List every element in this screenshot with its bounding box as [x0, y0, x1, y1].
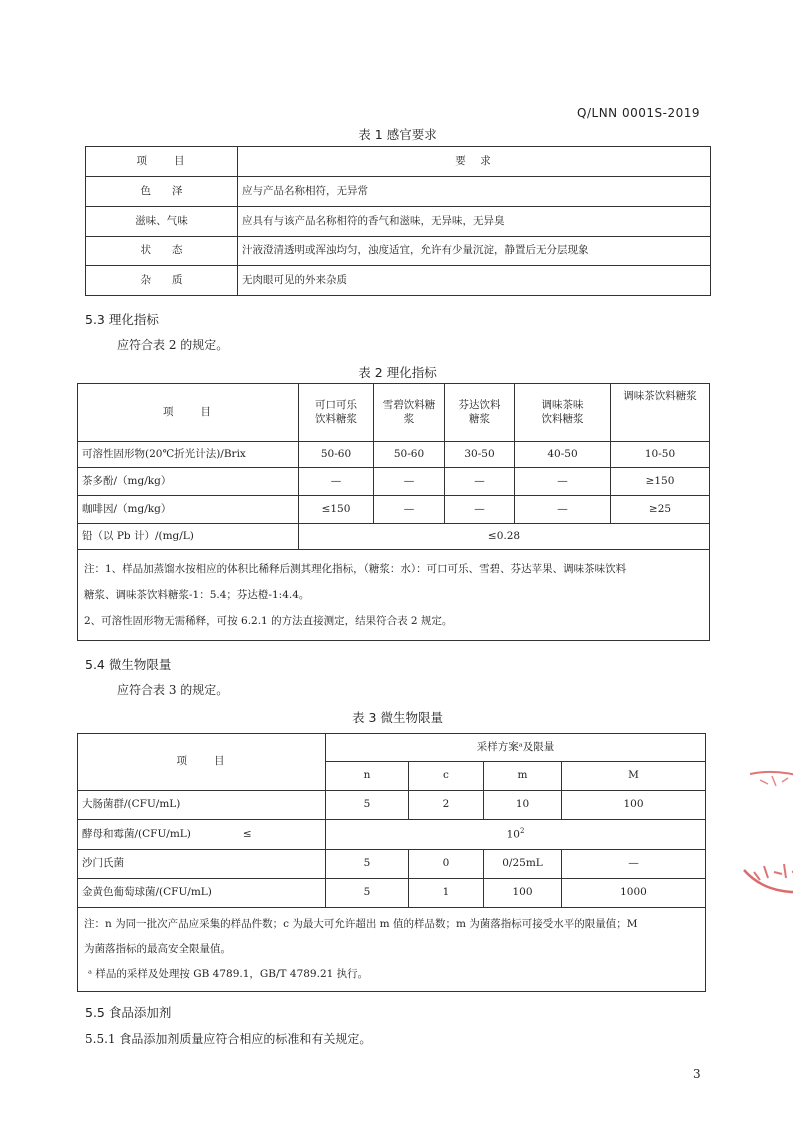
table3-yeast-value: $10^2$ [326, 820, 706, 850]
table1 [85, 146, 711, 296]
table2-cell: ≥25 [611, 496, 710, 524]
table3-header-M: M [562, 762, 706, 791]
table3-cell: 2 [409, 791, 484, 820]
section-5-5-text: 5.5.1 食品添加剂质量应符合相应的标准和有关规定。 [85, 1032, 372, 1046]
table2-header-fanta: 芬达饮料 糖浆 [445, 384, 515, 442]
table2-note: 注：1、样品加蒸馏水按相应的体积比稀释后测其理化指标，（糖浆：水）：可口可乐、雪碧、芬达苹果、调味茶味饮料 糖浆、调味茶饮料糖浆-1：5.4；芬达橙-1:4.4。 2、可溶性固形物无需稀释，可按 6.2.1 的方法直接测定，结果符合表 2 规定。 [78, 550, 710, 641]
table3-cell: 1 [409, 879, 484, 908]
table1-row-item: 杂 质 [86, 266, 238, 296]
table3-caption: 表 3 微生物限量 [352, 710, 443, 725]
table2-cell: 40-50 [515, 442, 611, 468]
table3-cell: 5 [326, 791, 409, 820]
table1-row-item: 滋味、气味 [86, 207, 238, 237]
table1-row-req: 应具有与该产品名称相符的香气和滋味，无异味，无异臭 [238, 207, 711, 237]
table3-row-item: 沙门氏菌 [78, 850, 326, 879]
section-5-4-text: 应符合表 3 的规定。 [117, 683, 229, 697]
table2-cell: — [374, 468, 445, 496]
table1-header-req: 要 求 [238, 147, 711, 177]
table2-cell: 50-60 [299, 442, 374, 468]
table2-cell: — [374, 496, 445, 524]
table3-row-item: 大肠菌群/(CFU/mL) [78, 791, 326, 820]
table3-header-m: m [484, 762, 562, 791]
table3-cell: — [562, 850, 706, 879]
table2-cell: — [445, 468, 515, 496]
table3-header-plan: 采样方案ᵃ及限量 [326, 734, 706, 762]
table1-caption: 表 1 感官要求 [358, 127, 437, 142]
table2-cell: — [515, 496, 611, 524]
table2-header-coke: 可口可乐 饮料糖浆 [299, 384, 374, 442]
table2-cell: — [299, 468, 374, 496]
table2-cell: 10-50 [611, 442, 710, 468]
table2-header-tea-flavor: 调味茶味 饮料糖浆 [515, 384, 611, 442]
table2-caption: 表 2 理化指标 [358, 365, 437, 380]
table3-header-item: 项 目 [78, 734, 326, 791]
section-5-3-text: 应符合表 2 的规定。 [117, 338, 229, 352]
table2-cell: 30-50 [445, 442, 515, 468]
table2-header-sprite: 雪碧饮料糖 浆 [374, 384, 445, 442]
table2-row-item: 茶多酚/（mg/kg） [78, 468, 299, 496]
table3-cell: 5 [326, 879, 409, 908]
section-5-3-title: 5.3 理化指标 [85, 312, 159, 327]
table3-header-n: n [326, 762, 409, 791]
table2-cell: ≥150 [611, 468, 710, 496]
table2-header-item: 项 目 [78, 384, 299, 442]
table2-header-tea: 调味茶饮料糖浆 [611, 384, 710, 442]
table1-row-req: 无肉眼可见的外来杂质 [238, 266, 711, 296]
table1-row-item: 状 态 [86, 237, 238, 266]
table3-row-yeast: 酵母和霉菌/(CFU/mL) ≤ [78, 820, 326, 850]
table3-cell: 0/25mL [484, 850, 562, 879]
table2-cell: 50-60 [374, 442, 445, 468]
section-5-4-title: 5.4 微生物限量 [85, 657, 172, 672]
table3-cell: 10 [484, 791, 562, 820]
table3-cell: 0 [409, 850, 484, 879]
stamp-mark [738, 768, 793, 908]
table3-header-c: c [409, 762, 484, 791]
table1-row-req: 汁液澄清透明或浑浊均匀，浊度适宜，允许有少量沉淀，静置后无分层现象 [238, 237, 711, 266]
page-number: 3 [693, 1067, 701, 1081]
section-5-5-title: 5.5 食品添加剂 [85, 1005, 172, 1020]
table1-row-req: 应与产品名称相符，无异常 [238, 177, 711, 207]
table2-lead-value: ≤0.28 [299, 524, 710, 550]
table2-cell: — [445, 496, 515, 524]
table2-row-item: 咖啡因/（mg/kg） [78, 496, 299, 524]
table3-cell: 1000 [562, 879, 706, 908]
table3-row-item: 金黄色葡萄球菌/(CFU/mL) [78, 879, 326, 908]
table3-cell: 100 [562, 791, 706, 820]
table2-cell: — [515, 468, 611, 496]
table2-cell: ≤150 [299, 496, 374, 524]
table3 [77, 733, 706, 992]
table1-row-item: 色 泽 [86, 177, 238, 207]
table3-cell: 100 [484, 879, 562, 908]
table2-lead-item: 铅（以 Pb 计）/(mg/L) [78, 524, 299, 550]
document-code: Q/LNN 0001S-2019 [577, 106, 700, 120]
table2 [77, 383, 710, 641]
table3-note: 注：n 为同一批次产品应采集的样品件数；c 为最大可允许超出 m 值的样品数；m 为菌落指标可接受水平的限量值；M 为菌落指标的最高安全限量值。 ᵃ 样品的采样及处理按 GB 4789.1，GB/T 4789.21 执行。 [78, 908, 706, 992]
table1-header-item: 项 目 [86, 147, 238, 177]
table2-row-item: 可溶性固形物(20℃折光计法)/Brix [78, 442, 299, 468]
table3-cell: 5 [326, 850, 409, 879]
